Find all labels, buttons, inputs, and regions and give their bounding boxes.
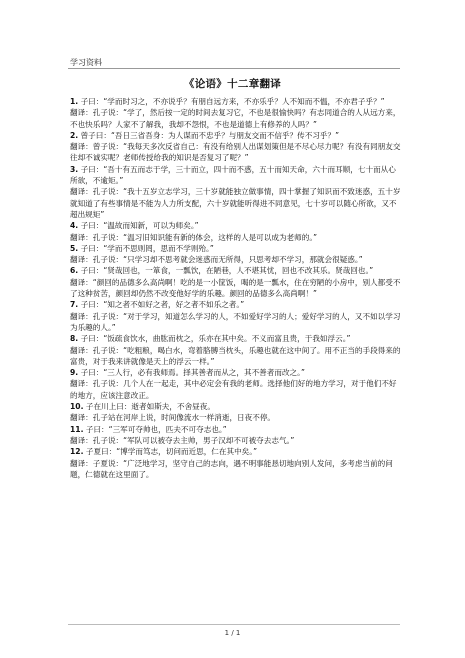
document-body (70, 96, 402, 480)
paragraph-text: 子曰：“吾十有五而志于学，三十而立，四十而不惑，五十而知天命，六十而耳顺，七十而从心所欲，不逾矩。” (70, 164, 396, 186)
translation-paragraph (70, 141, 402, 164)
paragraph-text: 翻译：子夏说：“广泛地学习，坚守自己的志向，遇不明事能恳切地向别人发问，多考虑当前的问题，仁德就在这里面了。 (70, 458, 393, 479)
paragraph-text: 翻译：孔子说：“军队可以被夺去主帅，男子汉却不可被夺去志气。” (70, 435, 295, 445)
paragraph-text: 翻译：孔子说：“我十五岁立志学习，三十岁就能独立做事情，四十掌握了知识而不致迷惑，五十岁就知道了有些事情是不能为人力所支配，六十岁就能听得进不同意见，七十岁可以随心所欲，又不超出规矩” (70, 187, 401, 219)
paragraph-number: 6. (70, 266, 79, 276)
original-paragraph (70, 96, 402, 107)
paragraph-number: 5. (70, 243, 79, 253)
translation-paragraph (70, 458, 402, 481)
paragraph-text: 翻译：孔子说：几个人在一起走，其中必定会有我的老师。选择他们好的地方学习，对于他们不好的地方，应该注意改正。 (70, 379, 397, 400)
document-title: 《论语》十二章翻译 (183, 78, 282, 90)
paragraph-number: 4. (70, 221, 79, 231)
paragraph-text: 子曰：“温故而知新，可以为师矣。” (80, 221, 199, 231)
header-label: 学习资料 (70, 58, 102, 67)
paragraph-text: 子曰：“贤哉回也，一箪食，一瓢饮，在陋巷，人不堪其忧，回也不改其乐。贤哉回也。” (80, 266, 374, 276)
page-number: 1 / 1 (224, 629, 241, 637)
paragraph-text: 曾子曰：“吾日三省吾身：为人谋而不忠乎？与朋友交而不信乎？传不习乎？” (80, 130, 340, 140)
paragraph-number: 3. (70, 164, 79, 174)
paragraph-text: 子曰：“三军可夺帅也，匹夫不可夺志也。” (85, 424, 227, 434)
translation-paragraph (70, 186, 402, 220)
paragraph-number: 2. (70, 130, 79, 140)
original-paragraph (70, 130, 402, 141)
original-paragraph (70, 164, 402, 187)
paragraph-text: 翻译：孔子说：“吃粗粮，喝白水，弯着胳膊当枕头，乐趣也就在这中间了。用不正当的手段得来的富贵，对于我来讲就像是天上的浮云一样。” (70, 345, 401, 366)
translation-paragraph (70, 311, 402, 334)
paragraph-text: 翻译：孔子说：“对于学习，知道怎么学习的人，不如爱好学习的人；爱好学习的人，又不如以学习为乐趣的人。” (70, 311, 401, 332)
paragraph-number: 11. (70, 424, 84, 434)
paragraph-number: 7. (70, 300, 79, 310)
paragraph-text: 翻译：孔子说：“学了，然后按一定的时间去复习它，不也是很愉快吗？有志同道合的人从远方来，不也快乐吗？人家不了解我，我却不怨恨，不也是道德上有修养的人吗？” (70, 108, 401, 129)
original-paragraph (70, 243, 402, 254)
translation-paragraph (70, 107, 402, 130)
paragraph-number: 8. (70, 334, 79, 344)
paragraph-text: 翻译：孔子站在河岸上说，时间像流水一样消逝，日夜不停。 (70, 413, 276, 423)
paragraph-text: 子曰：“学而时习之，不亦说乎？有朋自远方来，不亦乐乎？人不知而不愠，不亦君子乎？” (80, 97, 385, 106)
paragraph-text: 子曰：“饭疏食饮水，曲肱而枕之，乐亦在其中矣。不义而富且贵，于我如浮云。” (80, 334, 351, 344)
paragraph-number: 1. (70, 97, 79, 106)
translation-paragraph (70, 435, 402, 446)
translation-paragraph (70, 378, 402, 401)
original-paragraph (70, 446, 402, 457)
footer-divider (68, 624, 400, 625)
paragraph-number: 12. (70, 447, 84, 457)
original-paragraph (70, 424, 402, 435)
paragraph-number: 10. (70, 402, 84, 412)
translation-paragraph (70, 232, 402, 243)
paragraph-text: 子在川上曰：逝者如斯夫，不舍昼夜。 (85, 402, 215, 412)
paragraph-text: 翻译：“颜回的品德多么高尚啊！吃的是一小筐饭，喝的是一瓢水，住在穷陋的小房中，别人都受不了这种贫苦，颜回却仍然不改变他好学的乐趣。颜回的品德多么高尚啊！” (70, 277, 401, 299)
original-paragraph (70, 299, 402, 310)
paragraph-text: 子曰：“三人行，必有我师焉。择其善者而从之，其不善者而改之。” (80, 368, 305, 378)
paragraph-number: 9. (70, 368, 79, 378)
translation-paragraph (70, 412, 402, 423)
paragraph-text: 翻译：孔子说：“只学习却不思考就会迷惑而无所得，只思考却不学习，那就会很疑惑。” (70, 255, 363, 265)
paragraph-text: 子曰：“学而不思则罔，思而不学则殆。” (80, 243, 214, 253)
paragraph-text: 翻译：曾子说：“我每天多次反省自己：有没有给别人出谋划策但是不尽心尽力呢？有没有同朋友交往却不诚实呢？老师传授给我的知识是否复习了呢？” (70, 142, 401, 163)
translation-paragraph (70, 277, 402, 300)
original-paragraph (70, 367, 402, 378)
translation-paragraph (70, 254, 402, 265)
original-paragraph (70, 401, 402, 412)
header-divider (68, 68, 400, 69)
paragraph-text: 子曰：“知之者不如好之者，好之者不如乐之者。” (80, 300, 245, 310)
translation-paragraph (70, 345, 402, 368)
paragraph-text: 子夏曰：“博学而笃志，切问而近思，仁在其中矣。” (85, 447, 258, 457)
original-paragraph (70, 265, 402, 276)
paragraph-text: 翻译：孔子说：“温习旧知识能有新的体会，这样的人是可以成为老师的。” (70, 232, 318, 242)
original-paragraph (70, 333, 402, 344)
original-paragraph (70, 220, 402, 231)
